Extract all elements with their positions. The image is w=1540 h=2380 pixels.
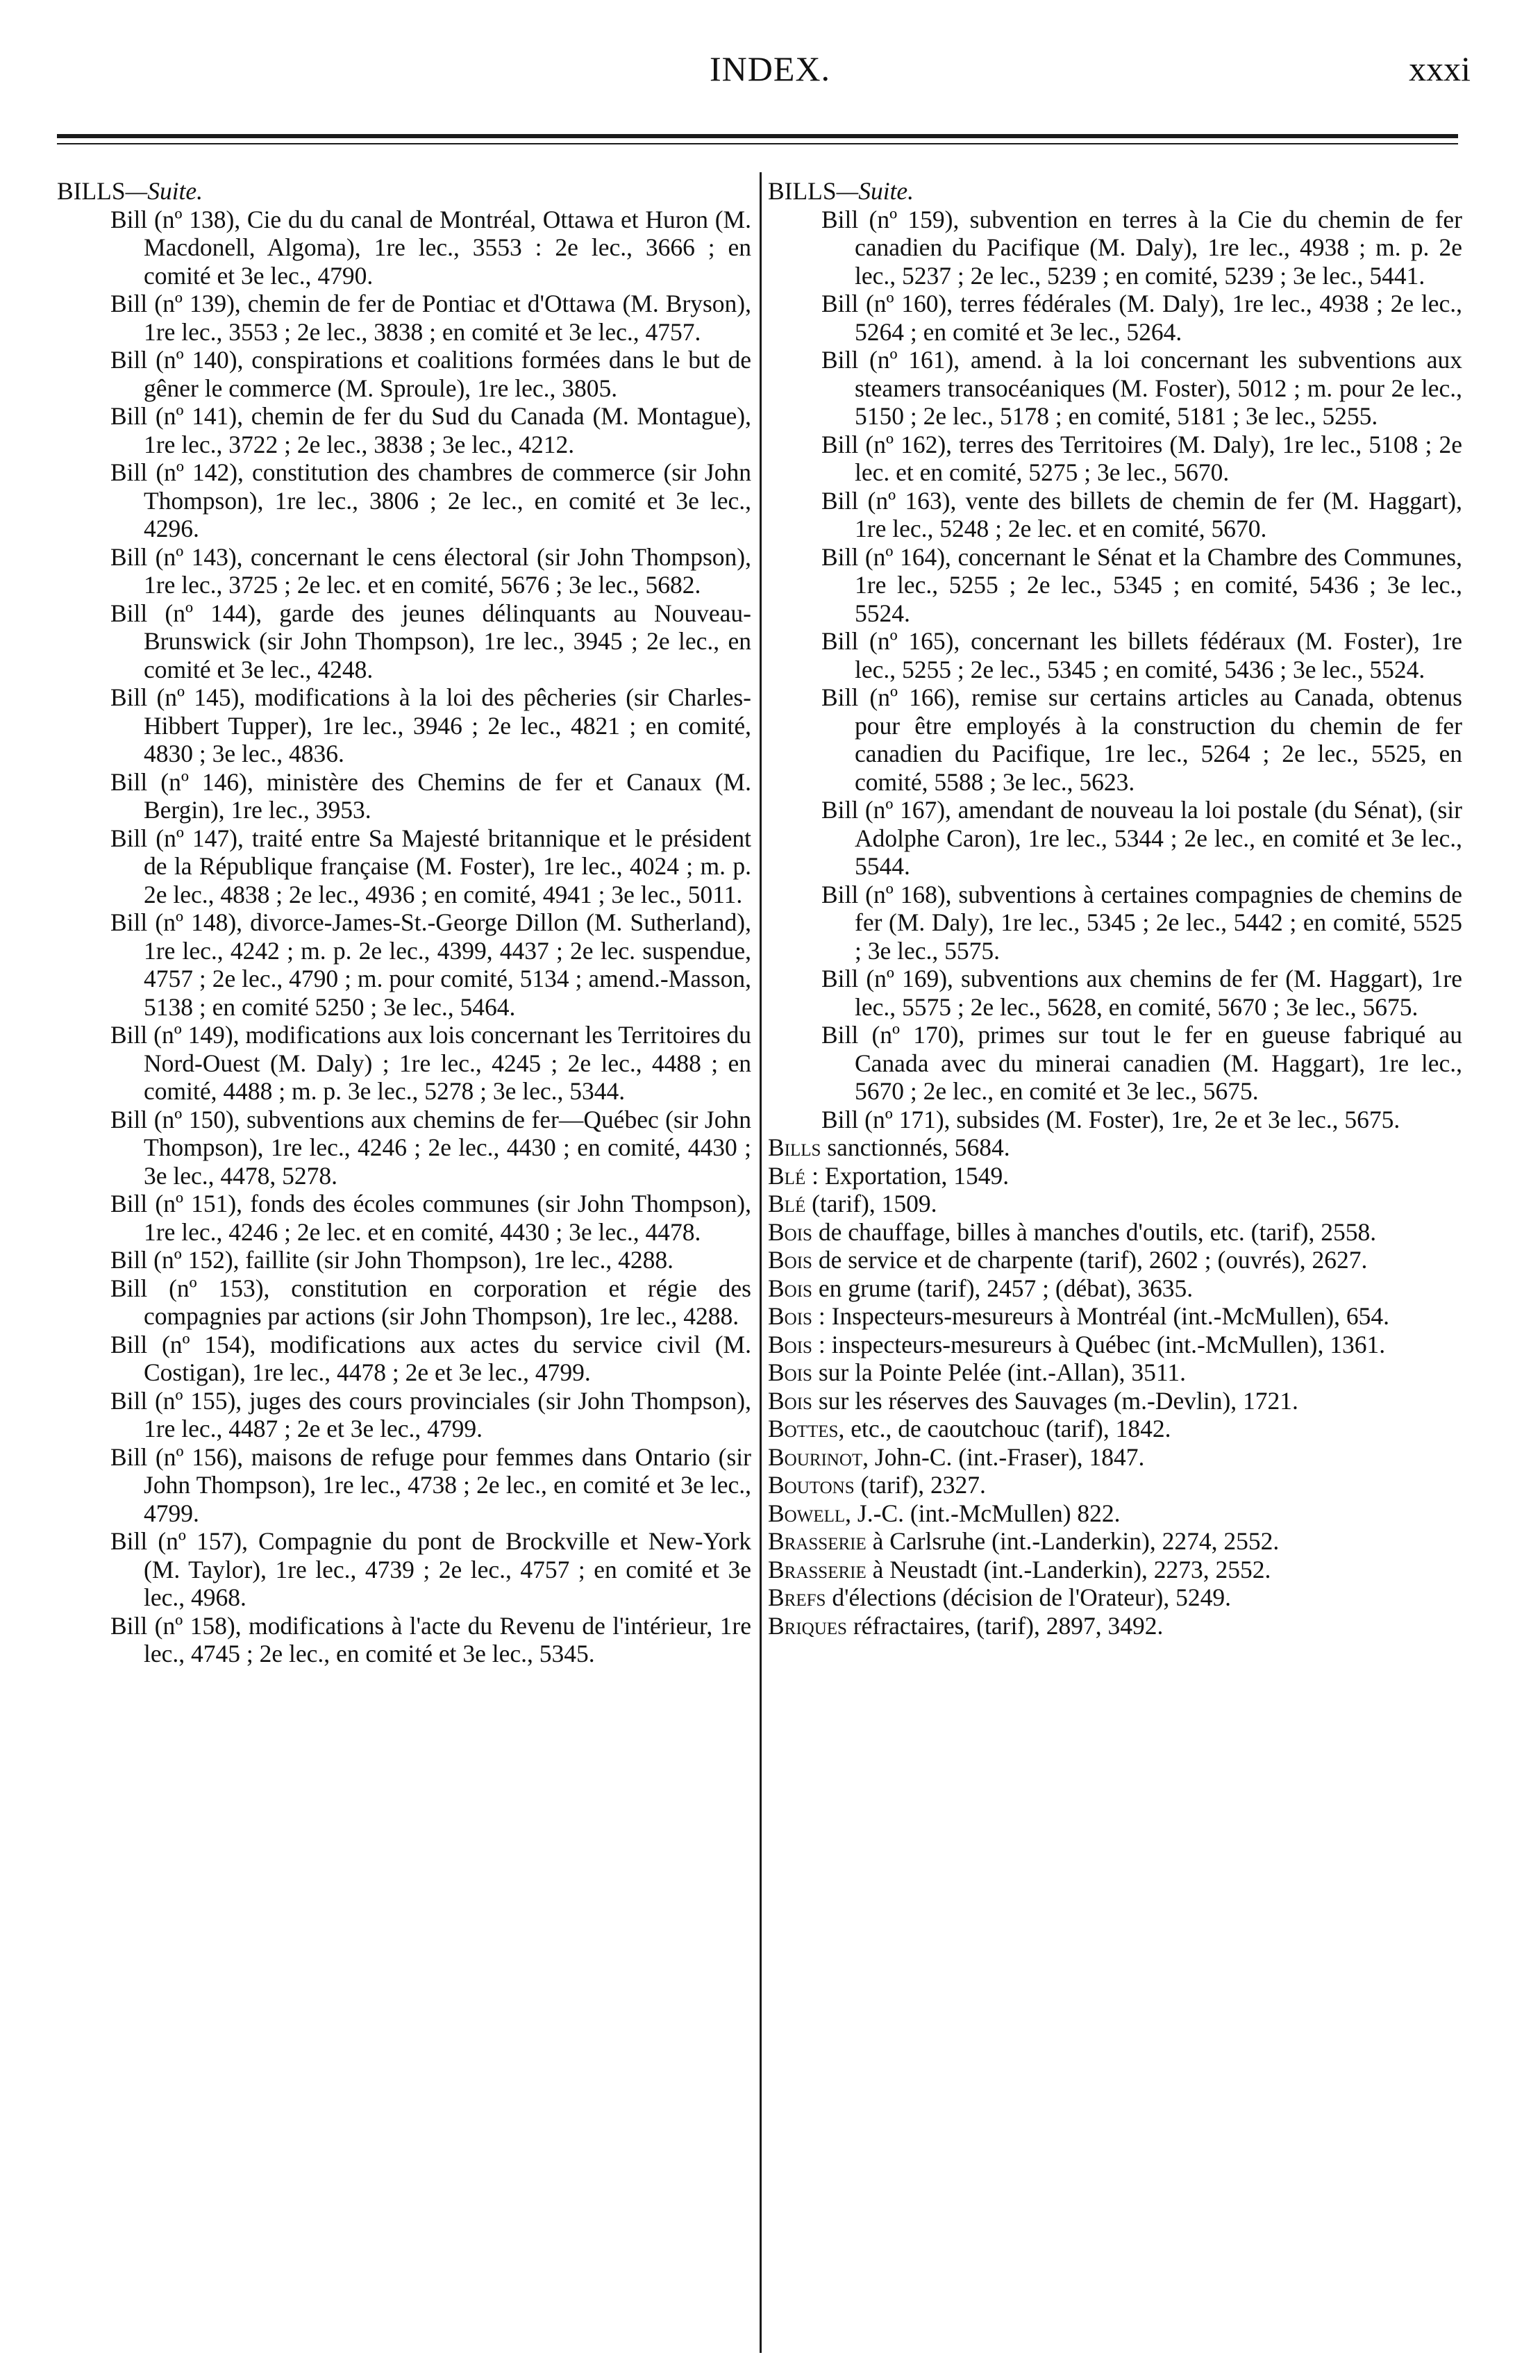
- index-text: , John-C. (int.-Fraser), 1847.: [862, 1442, 1145, 1471]
- index-entry: Bill (nº 161), amend. à la loi concernant les subventions aux steamers transocéaniques (M. Foster), 5012 ; m. pour 2e lec., 5150 ; 2e lec., 5178 ; en comité, 5181 ; 3e lec., 5255.: [821, 346, 1462, 430]
- index-text: , etc., de caoutchouc (tarif), 1842.: [838, 1415, 1171, 1442]
- index-entry: [768, 1246, 1462, 1274]
- index-text: , J.-C. (int.-McMullen) 822.: [845, 1499, 1121, 1527]
- index-term: Bois: [768, 1358, 812, 1386]
- index-entry: [768, 1387, 1462, 1415]
- index-term: Bois: [768, 1302, 812, 1330]
- index-entry: [768, 1612, 1462, 1640]
- index-entry: [768, 1133, 1462, 1162]
- index-text: à Neustadt (int.-Landerkin), 2273, 2552.: [866, 1555, 1271, 1583]
- index-entry: Bill (nº 166), remise sur certains articles au Canada, obtenus pour être employés à la construction du chemin de fer canadien du Pacifique, 1re lec., 5264 ; 2e lec., 5525, en comité, 5588 ; 3e lec., 5623.: [821, 683, 1462, 796]
- index-term: Bois: [768, 1330, 812, 1358]
- index-entry: Bill (nº 151), fonds des écoles communes (sir John Thompson), 1re lec., 4246 ; 2e lec. et en comité, 4430 ; 3e lec., 4478.: [110, 1190, 751, 1246]
- index-term: Brasserie: [768, 1527, 867, 1555]
- index-text: sur la Pointe Pelée (int.-Allan), 3511.: [812, 1358, 1186, 1386]
- index-entry: [768, 1331, 1462, 1359]
- index-entry: Bill (nº 142), constitution des chambres de commerce (sir John Thompson), 1re lec., 3806 ; 2e lec., en comité et 3e lec., 4296.: [110, 458, 751, 542]
- index-entry: Bill (nº 168), subventions à certaines compagnies de chemins de fer (M. Daly), 1re lec., 5345 ; 2e lec., 5442 ; en comité, 5525 ; 3e lec., 5575.: [821, 880, 1462, 965]
- index-entry: Bill (nº 149), modifications aux lois concernant les Territoires du Nord-Ouest (M. Daly) ; 1re lec., 4245 ; 2e lec., 4488 ; en comité, 4488 ; m. p. 3e lec., 5278 ; 3e lec., 5344.: [110, 1021, 751, 1105]
- heading-suffix: —Suite.: [125, 177, 203, 205]
- index-term: Bottes: [768, 1415, 839, 1442]
- index-entry: [768, 1443, 1462, 1472]
- index-entry: Bill (nº 162), terres des Territoires (M. Daly), 1re lec., 5108 ; 2e lec. et en comité, 5275 ; 3e lec., 5670.: [821, 430, 1462, 486]
- index-text: de chauffage, billes à manches d'outils, etc. (tarif), 2558.: [812, 1217, 1377, 1246]
- index-term: Blé: [768, 1161, 806, 1190]
- index-entry: Bill (nº 157), Compagnie du pont de Brockville et New-York (M. Taylor), 1re lec., 4739 ; 2e lec., 4757 ; en comité et 3e lec., 4968.: [110, 1527, 751, 1611]
- index-term: Bois: [768, 1246, 812, 1274]
- right-bill-entries-list: [768, 206, 1462, 1134]
- index-text: : Exportation, 1549.: [805, 1161, 1010, 1190]
- index-entry: Bill (nº 169), subventions aux chemins de fer (M. Haggart), 1re lec., 5575 ; 2e lec., 5628, en comité, 5670 ; 3e lec., 5675.: [821, 965, 1462, 1021]
- index-entry: Bill (nº 167), amendant de nouveau la loi postale (du Sénat), (sir Adolphe Caron), 1re lec., 5344 ; 2e lec., en comité et 3e lec., 5544.: [821, 796, 1462, 880]
- index-term: Bills: [768, 1133, 821, 1161]
- index-entry: Bill (nº 138), Cie du du canal de Montréal, Ottawa et Huron (M. Macdonell, Algoma), 1re lec., 3553 : 2e lec., 3666 ; en comité et 3e lec., 4790.: [110, 205, 751, 290]
- index-term: Boutons: [768, 1471, 855, 1499]
- index-entry: Bill (nº 141), chemin de fer du Sud du Canada (M. Montague), 1re lec., 3722 ; 2e lec., 3838 ; 3e lec., 4212.: [110, 402, 751, 458]
- left-entries-list: [57, 206, 751, 1668]
- index-term: Brasserie: [768, 1555, 867, 1583]
- index-entry: Bill (nº 144), garde des jeunes délinquants au Nouveau-Brunswick (sir John Thompson), 1re lec., 3945 ; 2e lec., en comité et 3e lec., 4248.: [110, 599, 751, 683]
- index-entry: Bill (nº 165), concernant les billets fédéraux (M. Foster), 1re lec., 5255 ; 2e lec., 5345 ; en comité, 5436 ; 3e lec., 5524.: [821, 627, 1462, 683]
- index-text: (tarif), 1509.: [805, 1190, 937, 1217]
- index-entry: [768, 1274, 1462, 1303]
- index-entry: Bill (nº 147), traité entre Sa Majesté britannique et le président de la République française (M. Foster), 1re lec., 4024 ; m. p. 2e lec., 4838 ; 2e lec., 4936 ; en comité, 4941 ; 3e lec., 5011.: [110, 824, 751, 908]
- heading-word: BILLS: [768, 177, 837, 205]
- index-term: Blé: [768, 1190, 806, 1217]
- index-entry: Bill (nº 170), primes sur tout le fer en gueuse fabriqué au Canada avec du minerai canadien (M. Haggart), 1re lec., 5670 ; 2e lec., en comité et 3e lec., 5675.: [821, 1021, 1462, 1105]
- right-column-heading: [768, 177, 1462, 206]
- index-entry: Bill (nº 164), concernant le Sénat et la Chambre des Communes, 1re lec., 5255 ; 2e lec., 5345 ; en comité, 5436 ; 3e lec., 5524.: [821, 542, 1462, 627]
- index-term: Bowell: [768, 1499, 846, 1527]
- index-text: sanctionnés, 5684.: [821, 1133, 1010, 1161]
- index-text: d'élections (décision de l'Orateur), 5249.: [826, 1583, 1232, 1611]
- index-text: de service et de charpente (tarif), 2602 ; (ouvrés), 2627.: [812, 1246, 1368, 1274]
- index-text: (tarif), 2327.: [854, 1471, 986, 1499]
- index-entry: [768, 1471, 1462, 1499]
- index-entry: Bill (nº 163), vente des billets de chemin de fer (M. Haggart), 1re lec., 5248 ; 2e lec. et en comité, 5670.: [821, 486, 1462, 542]
- page-number: xxxi: [1409, 49, 1471, 88]
- index-text: sur les réserves des Sauvages (m.-Devlin), 1721.: [812, 1386, 1298, 1415]
- index-entry: Bill (nº 143), concernant le cens électoral (sir John Thompson), 1re lec., 3725 ; 2e lec. et en comité, 5676 ; 3e lec., 5682.: [110, 542, 751, 599]
- index-entry: [768, 1415, 1462, 1443]
- right-index-entries-list: [768, 1133, 1462, 1640]
- index-entry: Bill (nº 156), maisons de refuge pour femmes dans Ontario (sir John Thompson), 1re lec., 4738 ; 2e lec., en comité et 3e lec., 4799.: [110, 1442, 751, 1527]
- index-entry: Bill (nº 158), modifications à l'acte du Revenu de l'intérieur, 1re lec., 4745 ; 2e lec., en comité et 3e lec., 5345.: [110, 1611, 751, 1667]
- index-entry: [768, 1190, 1462, 1218]
- header-rule-thin: [57, 143, 1458, 144]
- index-entry: [768, 1583, 1462, 1612]
- column-divider: [760, 172, 762, 2353]
- index-term: Briques: [768, 1611, 847, 1640]
- index-entry: [768, 1556, 1462, 1584]
- index-entry: Bill (nº 154), modifications aux actes du service civil (M. Costigan), 1re lec., 4478 ; 2e et 3e lec., 4799.: [110, 1330, 751, 1386]
- heading-word: BILLS: [57, 177, 126, 205]
- index-text: à Carlsruhe (int.-Landerkin), 2274, 2552.: [866, 1527, 1280, 1555]
- index-entry: [768, 1499, 1462, 1528]
- index-entry: Bill (nº 145), modifications à la loi des pêcheries (sir Charles-Hibbert Tupper), 1re lec., 3946 ; 2e lec., 4821 ; en comité, 4830 ; 3e lec., 4836.: [110, 683, 751, 767]
- index-entry: Bill (nº 140), conspirations et coalitions formées dans le but de gêner le commerce (M. Sproule), 1re lec., 3805.: [110, 346, 751, 402]
- heading-suffix: —Suite.: [836, 177, 914, 205]
- index-entry: Bill (nº 159), subvention en terres à la Cie du chemin de fer canadien du Pacifique (M. Daly), 1re lec., 4938 ; m. p. 2e lec., 5237 ; 2e lec., 5239 ; en comité, 5239 ; 3e lec., 5441.: [821, 205, 1462, 290]
- index-entry: Bill (nº 155), juges des cours provinciales (sir John Thompson), 1re lec., 4487 ; 2e et 3e lec., 4799.: [110, 1386, 751, 1442]
- index-entry: Bill (nº 139), chemin de fer de Pontiac et d'Ottawa (M. Bryson), 1re lec., 3553 ; 2e lec., 3838 ; en comité et 3e lec., 4757.: [110, 290, 751, 346]
- index-term: Bois: [768, 1274, 812, 1302]
- index-text: : inspecteurs-mesureurs à Québec (int.-McMullen), 1361.: [812, 1330, 1386, 1358]
- right-column: [768, 177, 1462, 1640]
- index-entry: Bill (nº 146), ministère des Chemins de fer et Canaux (M. Bergin), 1re lec., 3953.: [110, 767, 751, 824]
- index-entry: [768, 1302, 1462, 1331]
- index-term: Brefs: [768, 1583, 826, 1611]
- index-entry: Bill (nº 148), divorce-James-St.-George Dillon (M. Sutherland), 1re lec., 4242 ; m. p. 2e lec., 4399, 4437 ; 2e lec. suspendue, 4757 ; 2e lec., 4790 ; m. pour comité, 5134 ; amend.-Masson, 5138 ; en comité 5250 ; 3e lec., 5464.: [110, 908, 751, 1021]
- index-entry: Bill (nº 150), subventions aux chemins de fer—Québec (sir John Thompson), 1re lec., 4246 ; 2e lec., 4430 ; en comité, 4430 ; 3e lec., 4478, 5278.: [110, 1105, 751, 1190]
- index-entry: Bill (nº 153), constitution en corporation et régie des compagnies par actions (sir John Thompson), 1re lec., 4288.: [110, 1274, 751, 1330]
- index-term: Bois: [768, 1217, 812, 1246]
- index-entry: [768, 1218, 1462, 1247]
- page-title: INDEX.: [709, 49, 831, 88]
- index-text: en grume (tarif), 2457 ; (débat), 3635.: [812, 1274, 1194, 1302]
- index-entry: Bill (nº 171), subsides (M. Foster), 1re, 2e et 3e lec., 5675.: [821, 1105, 1400, 1133]
- index-entry: [768, 1358, 1462, 1387]
- index-term: Bourinot: [768, 1442, 863, 1471]
- header-rule-thick: [57, 134, 1458, 138]
- index-entry: Bill (nº 160), terres fédérales (M. Daly), 1re lec., 4938 ; 2e lec., 5264 ; en comité et 3e lec., 5264.: [821, 290, 1462, 346]
- index-entry: Bill (nº 152), faillite (sir John Thompson), 1re lec., 4288.: [110, 1246, 673, 1274]
- left-column: [57, 177, 751, 1668]
- index-term: Bois: [768, 1386, 812, 1415]
- index-text: : Inspecteurs-mesureurs à Montréal (int.-McMullen), 654.: [812, 1302, 1390, 1330]
- index-entry: [768, 1527, 1462, 1556]
- index-text: réfractaires, (tarif), 2897, 3492.: [846, 1611, 1164, 1640]
- left-column-heading: [57, 177, 751, 206]
- index-entry: [768, 1162, 1462, 1190]
